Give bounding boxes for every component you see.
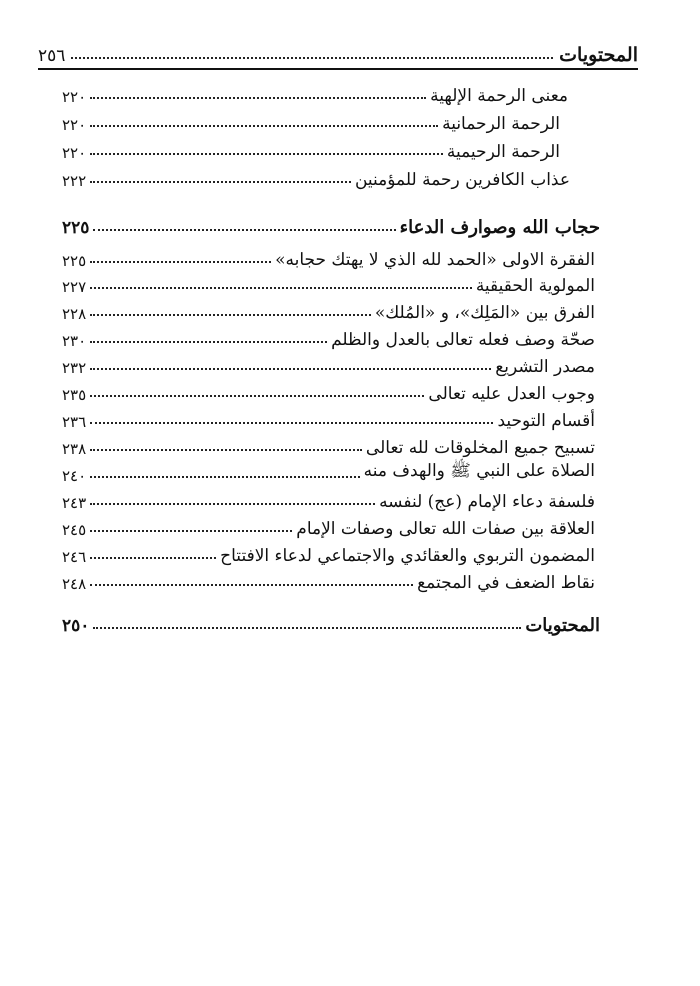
toc-entry[interactable] [62,104,560,134]
leader-dots [90,476,359,478]
toc-entry[interactable] [62,482,595,512]
toc-entry[interactable] [62,509,595,539]
toc-entry-label: المضمون التربوي والعقائدي والاجتماعي لدعاء الافتتاح [220,546,595,566]
toc-entry[interactable] [62,293,595,323]
toc-entry-label: نقاط الضعف في المجتمع [417,573,595,593]
toc-entry-label: الفقرة الاولى «الحمد لله الذي لا يهتك حجابه» [275,250,595,270]
toc-entry-page: ٢٢٠ [62,116,87,134]
leader-dots [90,449,362,451]
leader-dots [90,181,351,183]
toc-entry-page: ٢٣٥ [62,386,87,404]
leader-dots [93,229,395,231]
leader-dots [90,287,472,289]
leader-dots [90,584,413,586]
toc-entry-label: أقسام التوحيد [497,411,595,431]
toc-entry[interactable] [62,132,560,162]
toc-section-heading[interactable] [62,208,600,238]
toc-entry[interactable] [62,347,595,377]
toc-entry-label: الفرق بين «المَلِك»، و «المُلك» [374,303,595,323]
toc-entry-page: ٢٣٨ [62,440,87,458]
toc-entry-label: فلسفة دعاء الإمام (عج) لنفسه [379,492,595,512]
leader-dots [90,503,375,505]
toc-entry-label: المولوية الحقيقية [475,276,595,296]
toc-entry[interactable] [62,401,595,431]
leader-dots [90,557,216,559]
toc-entry[interactable] [62,266,595,296]
leader-dots [90,422,493,424]
toc-entry-page: ٢٢٠ [62,144,87,162]
header-rule [38,68,638,70]
leader-dots [90,368,491,370]
toc-entry-label: عذاب الكافرين رحمة للمؤمنين [354,170,570,190]
toc-section-page: ٢٥٠ [62,616,90,636]
toc-entry-page: ٢٣٠ [62,332,87,350]
header-page-number: ٢٥٦ [38,46,66,66]
toc-entry-page: ٢٢٢ [62,172,87,190]
toc-entry-page: ٢٣٢ [62,359,87,377]
leader-dots [90,314,371,316]
leader-dots [90,153,443,155]
leader-dots [90,261,271,263]
leader-dots [90,341,327,343]
toc-entry[interactable] [62,428,595,458]
toc-entry[interactable] [62,320,595,350]
toc-entry-page: ٢٢٧ [62,278,87,296]
toc-entry-page: ٢٤٣ [62,494,87,512]
toc-entry-label: معنى الرحمة الإلهية [430,86,568,106]
toc-entry-page: ٢٢٨ [62,305,87,323]
toc-entry[interactable] [62,563,595,593]
page-header [38,30,638,70]
toc-section-label: المحتويات [525,615,600,636]
leader-dots [71,57,553,59]
toc-section-page: ٢٢٥ [62,218,90,238]
toc-entry-label: مصدر التشريع [495,357,595,377]
toc-entry[interactable] [62,374,595,404]
toc-entry-label: صحّة وصف فعله تعالى بالعدل والظلم [331,330,595,350]
toc-entry-page: ٢٤٦ [62,548,87,566]
toc-entry[interactable] [62,160,570,190]
header-row [38,36,638,66]
toc-entry[interactable] [62,536,595,566]
leader-dots [93,627,521,629]
toc-entry-page: ٢٤٠ [62,467,87,485]
toc-entry-page: ٢٢٠ [62,88,87,106]
toc-entry-label: تسبيح جميع المخلوقات لله تعالى [365,438,595,458]
leader-dots [90,97,426,99]
header-title: المحتويات [559,44,638,66]
toc-entry[interactable] [62,455,595,485]
toc-entry-label: الرحمة الرحيمية [446,142,560,162]
leader-dots [90,530,292,532]
toc-entry[interactable] [62,76,568,106]
toc-entry-page: ٢٢٥ [62,252,87,270]
toc-entry-label: وجوب العدل عليه تعالى [428,384,595,404]
toc-entry-page: ٢٤٨ [62,575,87,593]
toc-section-heading[interactable] [62,606,600,636]
toc-entry-label: العلاقة بين صفات الله تعالى وصفات الإمام [296,519,595,539]
toc-entry-label: الصلاة على النبي ﷺ والهدف منه [363,461,595,481]
toc-entry-page: ٢٣٦ [62,413,87,431]
toc-entry-page: ٢٤٥ [62,521,87,539]
leader-dots [90,395,424,397]
toc-section-label: حجاب الله وصوارف الدعاء [399,217,600,238]
toc-entry-label: الرحمة الرحمانية [442,114,560,134]
leader-dots [90,125,438,127]
